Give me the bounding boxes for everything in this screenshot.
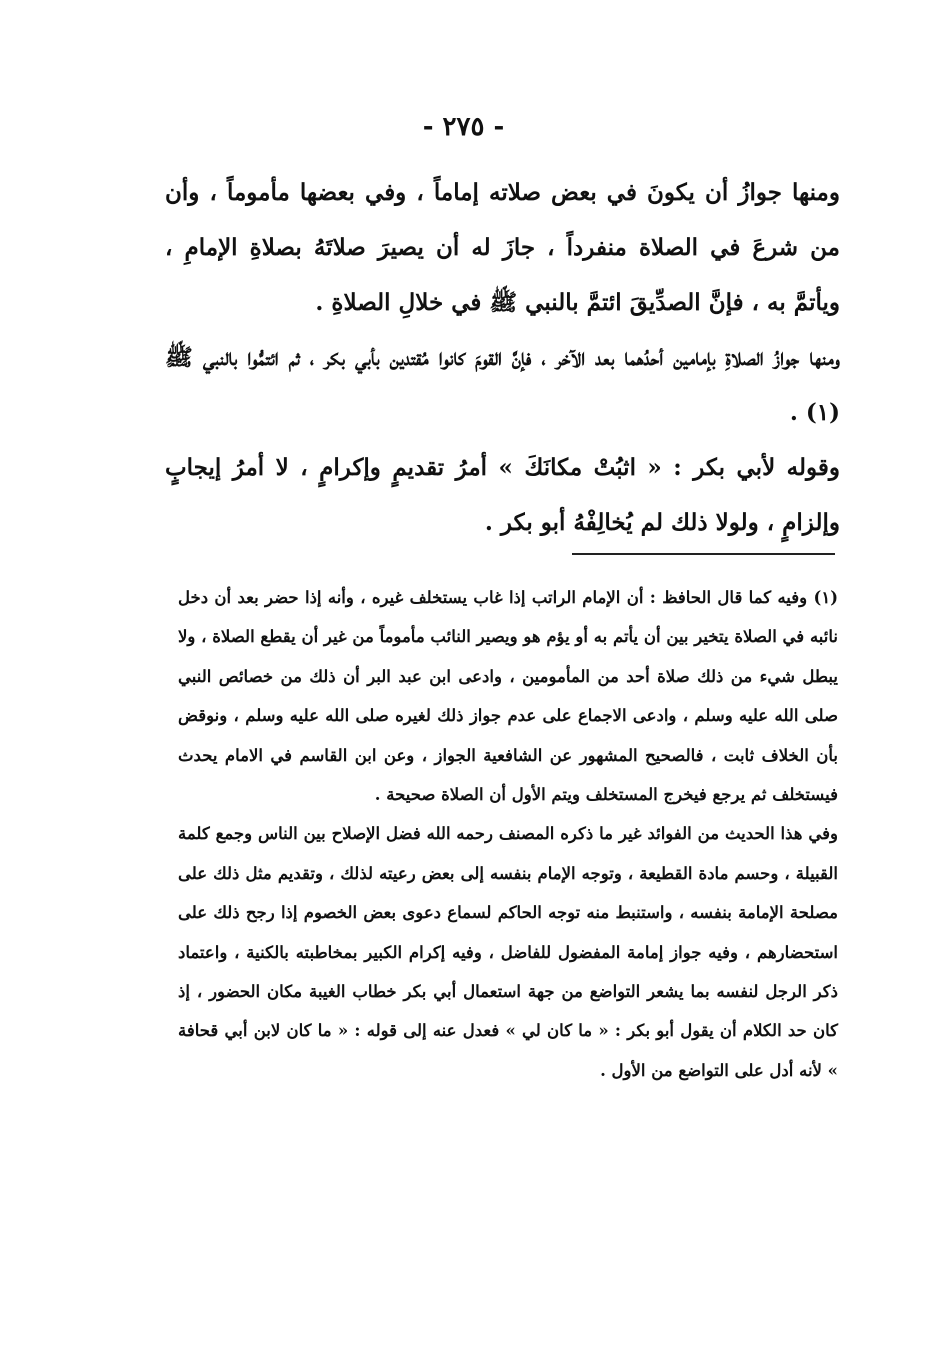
- footnote-paragraph-1: (١) وفيه كما قال الحافظ : أن الإمام الراتب إذا غاب يستخلف غيره ، وأنه إذا حضر بعد أن دخل نائبه في الصلاة يتخير بين أن يأتم به أو يؤم هو ويصير النائب مأموماً من غير أن يقطع الصلاة ، ولا يبطل شيء من ذلك صلاة أحد من المأمومين ، وادعى ابن عبد البر أن ذلك من خصائص النبي صلى الله عليه وسلم ، وادعى الاجماع على عدم جواز ذلك لغيره صلى الله عليه وسلم ، ونوقض بأن الخلاف ثابت ، فالصحيح المشهور عن الشافعية الجواز ، وعن ابن القاسم في الامام يحدث فيستخلف ثم يرجع فيخرج المستخلف ويتم الأول أن الصلاة صحيحة .: [178, 588, 838, 805]
- main-text: [165, 165, 840, 550]
- page-number: - ٢٧٥ -: [422, 112, 505, 142]
- main-paragraph-2: ومنها جوازُ الصلاةِ بإمامين أحدُهما بعد الآخر ، فإنَّ القومَ كانوا مُقتدين بأبي بكر ، ثم ائتمُّوا بالنبي ﷺ (١) .: [165, 344, 840, 426]
- footnote-divider: [572, 553, 835, 555]
- footnote-paragraph-2: وفي هذا الحديث من الفوائد غير ما ذكره المصنف رحمه الله فضل الإصلاح بين الناس وجمع كلمة القبيلة ، وحسم مادة القطيعة ، وتوجه الإمام بنفسه إلى بعض رعيته لذلك ، وتقديم مثل ذلك على مصلحة الإمامة بنفسه ، واستنبط منه توجه الحاكم لسماع دعوى بعض الخصوم إذا رجح ذلك على استحضارهم ، وفيه جواز إمامة المفضول للفاضل ، وفيه إكرام الكبير بمخاطبته بالكنية ، واعتماد ذكر الرجل لنفسه بما يشعر التواضع من جهة استعمال أبي بكر خطاب الغيبة مكان الحضور ، إذ كان حد الكلام أن يقول أبو بكر : « ما كان لي » فعدل عنه إلى قوله : « ما كان لابن أبي قحافة » لأنه أدل على التواضع من الأول .: [178, 824, 838, 1080]
- footnote: [178, 578, 838, 1090]
- main-paragraph-3: وقوله لأبي بكر : « اثبُتْ مكانَكَ » أمرُ تقديمٍ وإكرامٍ ، لا أمرُ إيجابٍ وإلزامٍ ، ولولا ذلك لم يُخالِفْهُ أبو بكر .: [165, 454, 840, 536]
- main-paragraph-1: ومنها جوازُ أن يكونَ في بعض صلاته إماماً ، وفي بعضها مأموماً ، وأن من شرعَ في الصلاة منفرداً ، جازَ له أن يصيرَ صلاتَهُ بصلاةِ الإمامِ ، ويأتمَّ به ، فإنَّ الصدِّيقَ ائتمَّ بالنبي ﷺ في خلالِ الصلاةِ .: [165, 179, 840, 316]
